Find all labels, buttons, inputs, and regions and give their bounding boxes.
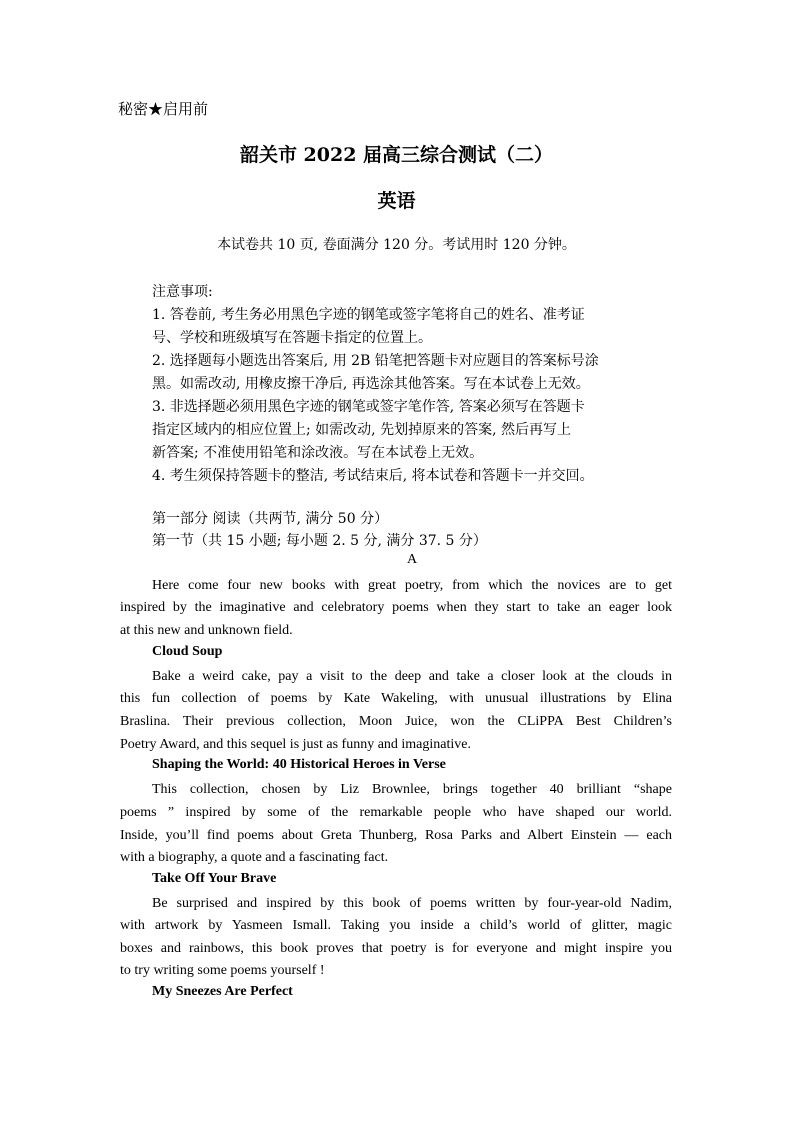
notice-line: 新答案; 不准使用铅笔和涂改液。写在本试卷上无效。	[152, 445, 484, 461]
book-title-take-off-your-brave: Take Off Your Brave	[152, 871, 277, 886]
passage-line: Braslina. Their previous collection, Moon Juice, won the CLiPPA Best Children’s	[120, 714, 672, 729]
passage-line: This collection, chosen by Liz Brownlee, brings together 40 brilliant “shape	[152, 782, 672, 797]
passage-line: Here come four new books with great poetry, from which the novices are to get	[152, 578, 672, 593]
notice-line: 号、学校和班级填写在答题卡指定的位置上。	[152, 330, 432, 346]
section-title: 第一节（共 15 小题; 每小题 2. 5 分, 满分 37. 5 分）	[152, 533, 487, 549]
passage-line: with a biography, a quote and a fascinating fact.	[120, 850, 389, 865]
book-title-shaping-the-world: Shaping the World: 40 Historical Heroes in Verse	[152, 757, 446, 772]
passage-line: Inside, you’ll find poems about Greta Thunberg, Rosa Parks and Albert Einstein — each	[120, 828, 672, 843]
passage-line: Poetry Award, and this sequel is just as funny and imaginative.	[120, 737, 471, 752]
passage-line: Be surprised and inspired by this book of poems written by four-year-old Nadim,	[152, 896, 672, 911]
passage-line: this fun collection of poems by Kate Wakeling, with unusual illustrations by Elina	[120, 691, 672, 706]
notice-heading: 注意事项:	[152, 284, 213, 300]
notice-line: 指定区域内的相应位置上; 如需改动, 先划掉原来的答案, 然后再写上	[152, 422, 571, 438]
passage-line: with artwork by Yasmeen Ismall. Taking you inside a child’s world of glitter, magic	[120, 918, 672, 933]
passage-line: poems ” inspired by some of the remarkable people who have shaped our world.	[120, 805, 672, 820]
book-title-my-sneezes-are-perfect: My Sneezes Are Perfect	[152, 984, 293, 999]
notice-line: 3. 非选择题必须用黑色字迹的钢笔或签字笔作答, 答案必须写在答题卡	[152, 399, 585, 415]
book-title-cloud-soup: Cloud Soup	[152, 644, 223, 659]
notice-line: 黑。如需改动, 用橡皮擦干净后, 再选涂其他答案。写在本试卷上无效。	[152, 376, 590, 392]
part-title: 第一部分 阅读（共两节, 满分 50 分）	[152, 511, 389, 527]
passage-line: to try writing some poems yourself !	[120, 963, 325, 978]
notice-line: 2. 选择题每小题选出答案后, 用 2B 铅笔把答题卡对应题目的答案标号涂	[152, 353, 599, 369]
exam-title: 韶关市 2022 届高三综合测试（二）	[239, 144, 554, 166]
confidential-mark: 秘密★启用前	[118, 100, 209, 118]
passage-line: Bake a weird cake, pay a visit to the deep and take a closer look at the clouds in	[152, 669, 672, 684]
passage-line: at this new and unknown field.	[120, 623, 293, 638]
notice-line: 1. 答卷前, 考生务必用黑色字迹的钢笔或签字笔将自己的姓名、准考证	[152, 307, 585, 323]
paper-info: 本试卷共 10 页, 卷面满分 120 分。考试用时 120 分钟。	[217, 237, 576, 253]
passage-letter: A	[406, 552, 418, 567]
passage-line: boxes and rainbows, this book proves that poetry is for everyone and might inspire you	[120, 941, 672, 956]
subject-title: 英语	[377, 190, 416, 212]
notice-line: 4. 考生须保持答题卡的整洁, 考试结束后, 将本试卷和答题卡一并交回。	[152, 468, 594, 484]
passage-line: inspired by the imaginative and celebratory poems when they start to take an eager look	[120, 600, 672, 615]
